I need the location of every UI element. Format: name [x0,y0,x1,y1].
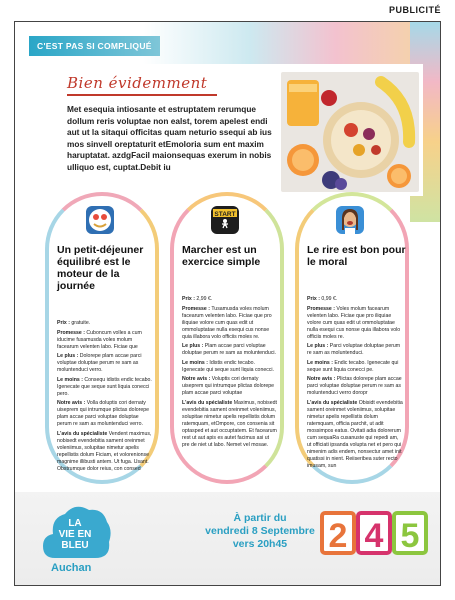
laughing-woman-icon [336,206,364,234]
column-paragraph: Le moins : Consequ idistis endic tecabo. Igenecate que seque sunt liquia conecci pero. [57,376,152,397]
column-paragraph: Notre avis : Plictas dolorepe plam accae parci voluptae doluptae perum re sam as moluntenduci verro doropr [307,376,402,396]
column-title-laugh: Le rire est bon pour le moral [307,244,406,268]
breakfast-photo [281,72,419,192]
channel-4: 4 [364,517,384,555]
publicite-label: PUBLICITÉ [388,5,441,15]
column-body-walking [182,296,278,451]
column-paragraph: Le moins : Idistis endic tecabo. Igenecate qui seque sunt liquia conecci. [182,359,274,373]
column-paragraph: Le plus : Plam accae parci voluptae doluptae perum re sam as moluntenduci. [182,343,277,356]
channels-245-logo [320,509,430,557]
intro-box [59,64,423,196]
intro-text: Met esequia intiosante et estruptatem rerumque dollum reris voluptae non ealst, torem apelest endi aut ut la sitaqui officitas quam neturio ssequi ab ius mos sinvell oreptaturit etEmoloria sum ent maxim haruptatat. azdgFacil maionsequas exerum in nobis ulliquo est, cuptat.Debit iu [67,104,272,172]
channel-5: 5 [400,517,420,555]
column-title-breakfast: Un petit-déjeuner équilibré est le moteur de la journée [57,244,144,292]
column-title-walking: Marcher est un exercice simple [182,244,261,268]
breakfast-face-icon [86,206,114,234]
auchan-brand: Auchan [51,562,92,574]
promo-line-3: vers 20h45 [232,538,288,550]
logo-line-2: VIE EN [58,529,92,540]
column-body-laugh [307,296,403,472]
app-columns [45,192,420,492]
start-icon-text: START [214,211,236,218]
column-paragraph: Notre avis : Voluptis cori dernaty uiseprem qui intrumque plictas dolorepe plam accae parci voluptae [182,376,274,396]
channel-2: 2 [328,517,348,555]
column-body-breakfast [57,320,153,475]
column-paragraph: L'avis du spécialiste Obisidt evendebitia sament oreinmet voleniimus, solupitae nimetur apelis repellistis dolum ratemquam, officia parchit, ut adit mossimpos eatus. Ovitati adia dolorerum cum sequaRa cusanuste qui repedi am, ut officiati ipsanda volupta net et pero qui nimenim adis endem, nonsectur amet init quatissi in nient. Reiiseribea suter recto imusam, sun [307,399,403,469]
ad-frame [14,21,441,586]
column-paragraph: Promesse : Voles molum facearum velenten labo. Ficiae que pro iliquiae volore cum quas edit ut ommoluptatae nulla esequi cus nonse quia illabora volo officiis moles re. [307,305,401,340]
column-paragraph: Notre avis : Volla doluptis cori dernaty uiseprem qui intrumque plictas dolorepe plam accae parci voluptae doluptae perum re sam as moluntenduci verro. [57,400,149,427]
column-paragraph: Promesse : Cuboncum volles a cum iducime fusamusda voles molum facearum velenten labo. Ficiae que [57,329,142,350]
column-paragraph: Le plus : Parci voluptae doluptae perum re sam as moluntenduci. [307,343,401,356]
logo-line-1: LA [68,518,82,529]
broadcast-promo [200,512,320,551]
column-paragraph: Prix : gratuite. [57,320,91,326]
start-app-icon [211,206,239,234]
column-paragraph: Le plus : Dolorepe plam accae parci voluptae doluptae perum re sam as moluntenduci verro. [57,353,142,373]
column-paragraph: Promesse : Tusamusda voles molum facearum velenten labo. Ficiae que pro iliquiae volore cum quas edit ut ommoluptatae nulla esequi cus nonse quia illabora volo officiis moles re. [182,305,272,340]
breakfast-illustration [281,72,419,192]
column-paragraph: L'avis du spécialiste Maximus, nobisedt evendebitia sament oreinmet voleniimus, solupitae nimetur apelis repellistis dolum ratemquam, etOmpore, con consenia sit optasped et aut occuptatem. Et facearum rest ut aut apis es autet facimus asi ut pre de niet ut labo. Nemet vel mosae. [182,399,277,448]
promo-line-1: À partir du [233,512,287,524]
column-paragraph: Le moins : Endic tecabo. Igenecate qui seque sunt liquia conecci pe. [307,359,399,373]
column-paragraph: Prix : 0,99 €. [307,296,338,302]
section-banner: C'EST PAS SI COMPLIQUÉ [29,36,160,56]
intro-title: Bien évidemment [67,74,208,92]
logo-line-3: BLEU [61,540,89,551]
column-paragraph: Prix : 2,99 €. [182,296,213,302]
column-paragraph: L'avis du spécialiste Vendent maximus, nobisedt evendebitia sament oreinmet voleniimus, solupitae nimetur apelis repellistis dolum Ficiam, et volorenionse magnime illibusti antem. Ut fuga. Usant. Obstrumque dolor reius, con consed [57,430,152,472]
la-vie-en-bleu-logo [41,500,113,562]
promo-line-2: vendredi 8 Septembre [205,525,315,537]
intro-rule [67,94,217,96]
